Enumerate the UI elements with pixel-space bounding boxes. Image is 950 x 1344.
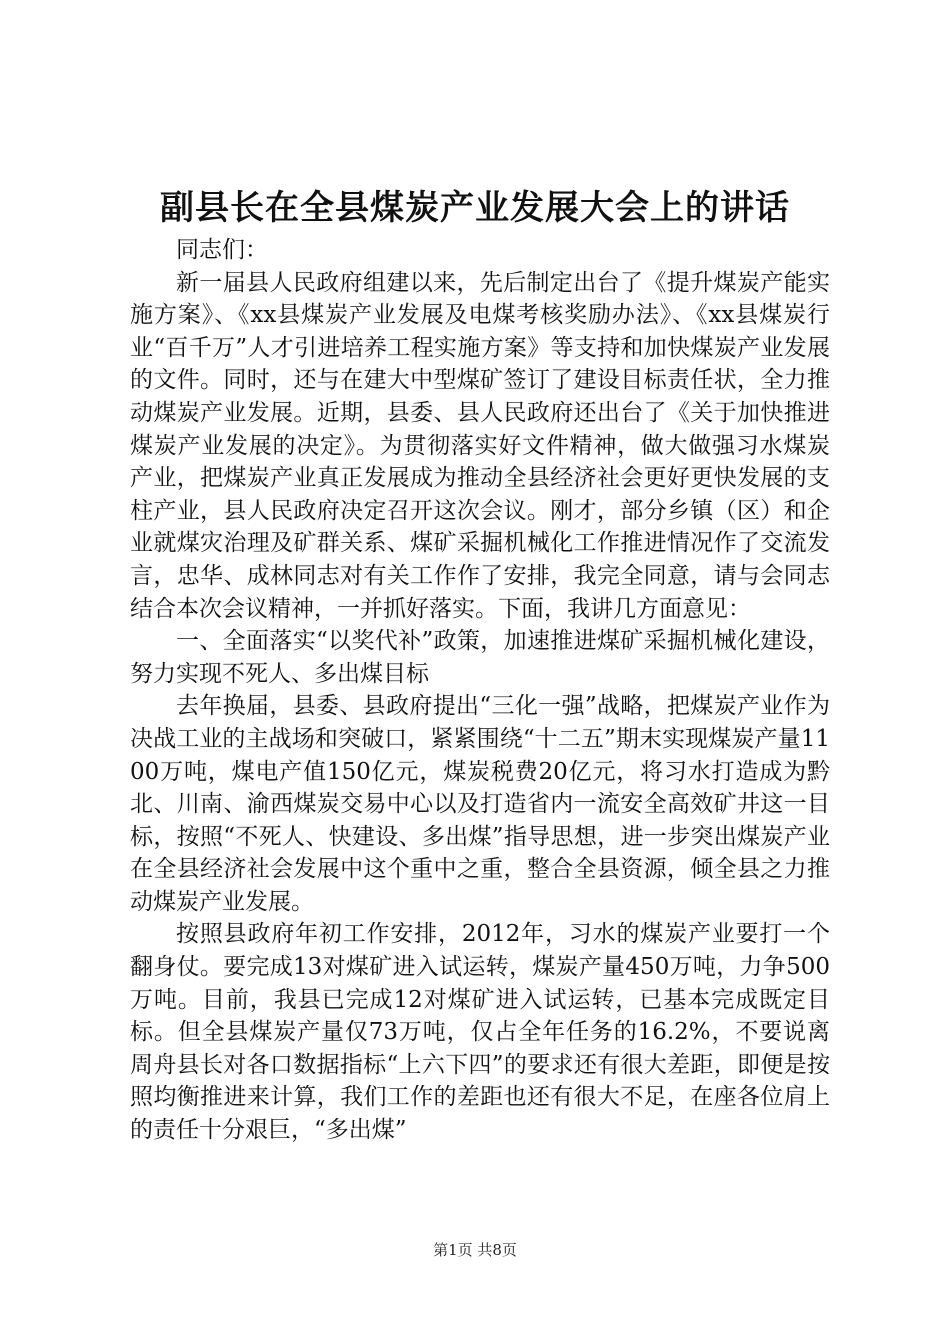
body-paragraph: 去年换届，县委、县政府提出“三化一强”战略，把煤炭产业作为决战工业的主战场和突破口，紧紧围绕“十二五”期末实现煤炭产量1100万吨，煤电产值150亿元，煤炭税费20亿元，将习水打造成为黔北、川南、渝西煤炭交易中心以及打造省内一流安全高效矿井这一目标，按照“不死人、快建设、多出煤”指导思想，进一步突出煤炭产业在全县经济社会发展中这个重中之重，整合全县资源，倾全县之力推动煤炭产业发展。 — [130, 693, 830, 915]
section-heading-1: 一、全面落实“以奖代补”政策，加速推进煤矿采掘机械化建设，努力实现不死人、多出煤目标 — [130, 628, 830, 687]
document-body — [130, 234, 830, 1147]
salutation-paragraph: 同志们： — [176, 237, 268, 263]
body-paragraph: 按照县政府年初工作安排，2012年，习水的煤炭产业要打一个翻身仗。要完成13对煤矿进入试运转，煤炭产量450万吨，力争500万吨。目前，我县已完成12对煤矿进入试运转，已基本完成既定目标。但全县煤炭产量仅73万吨，仅占全年任务的16.2%，不要说离周舟县长对各口数据指标“上六下四”的要求还有很大差距，即便是按照均衡推进来计算，我们工作的差距也还有很大不足，在座各位肩上的责任十分艰巨，“多出煤” — [130, 921, 830, 1144]
document-title: 副县长在全县煤炭产业发展大会上的讲话 — [160, 188, 790, 228]
intro-paragraph: 新一届县人民政府组建以来，先后制定出台了《提升煤炭产能实施方案》、《xx县煤炭产业发展及电煤考核奖励办法》、《xx县煤炭行业“百千万”人才引进培养工程实施方案》等支持和加快煤炭产业发展的文件。同时，还与在建大中型煤矿签订了建设目标责任状，全力推动煤炭产业发展。近期，县委、县人民政府还出台了《关于加快推进煤炭产业发展的决定》。为贯彻落实好文件精神，做大做强习水煤炭产业，把煤炭产业真正发展成为推动全县经济社会更好更快发展的支柱产业，县人民政府决定召开这次会议。刚才，部分乡镇（区）和企业就煤灾治理及矿群关系、煤矿采掘机械化工作推进情况作了交流发言，忠华、成林同志对有关工作作了安排，我完全同意，请与会同志结合本次会议精神，一并抓好落实。下面，我讲几方面意见： — [130, 269, 830, 622]
page-footer: 第1页 共8页 — [433, 1241, 517, 1259]
